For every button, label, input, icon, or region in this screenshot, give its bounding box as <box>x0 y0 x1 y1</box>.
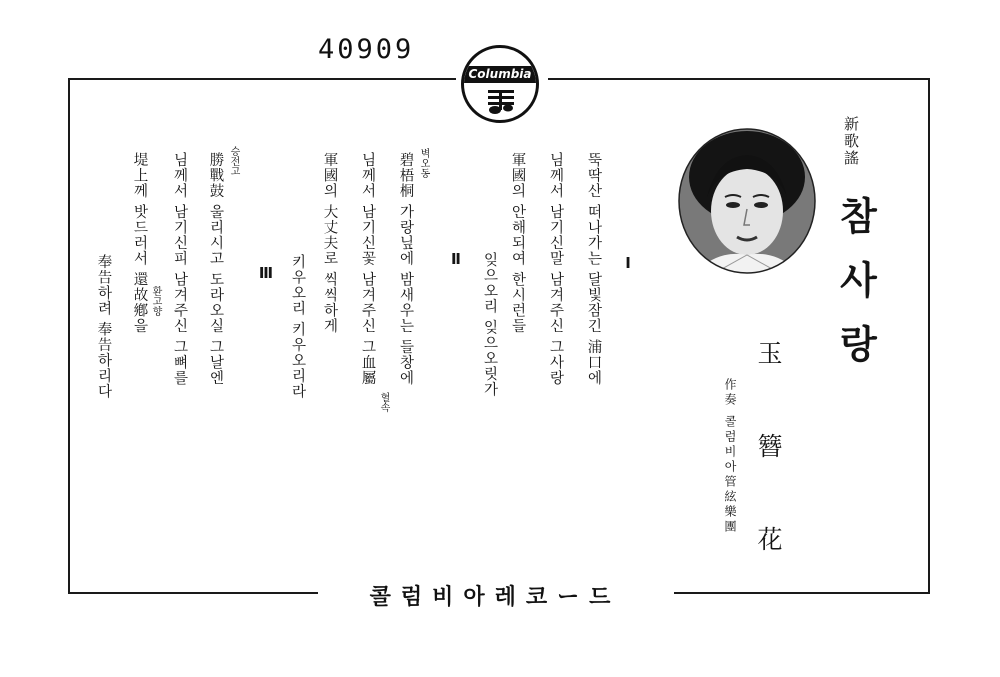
singer-portrait <box>677 127 817 275</box>
verse-3-line-4: 奉告하려 奉告하리다 <box>95 254 112 400</box>
record-company-footer: 콜럼비아레코ー드 <box>369 585 621 610</box>
verse-2-ruby-1: 벽오동 <box>418 148 429 178</box>
columbia-logo <box>461 45 539 123</box>
verse-2-number: Ⅱ <box>447 250 465 268</box>
verse-1-line-1: 뚝딱산 떠나가는 달빛잠긴 浦口에 <box>585 152 602 386</box>
verse-3-number: Ⅲ <box>257 264 275 282</box>
verse-3-line-3: 堤上께 밧드러서 還故鄕을 <box>131 152 148 334</box>
verse-3-line-1: 勝戰鼓 울리시고 도라오실 그날엔 <box>207 152 224 386</box>
performer-credit: 作奏 콜럼비아管絃樂團 <box>723 378 737 535</box>
verse-3-ruby-1: 승전고 <box>228 146 239 176</box>
catalog-number: 40909 <box>318 34 415 65</box>
verse-1-line-4: 잊으오리 잊으오릿가 <box>481 252 498 398</box>
verse-3-line-2: 님께서 남기신피 남겨주신 그뼈를 <box>171 152 188 386</box>
verse-2-line-4: 키우오리 키우오리라 <box>289 254 306 400</box>
verse-2-line-2: 님께서 남기신꽃 남겨주신 그血屬 <box>359 152 376 386</box>
music-note-icon <box>486 86 516 116</box>
verse-2-line-3: 軍國의 大丈夫로 씩씩하게 <box>321 152 338 334</box>
singer-name: 玉 簪 花 <box>754 340 783 581</box>
song-title: 참사랑 <box>833 196 878 388</box>
verse-3-ruby-2: 환고향 <box>150 286 161 316</box>
verse-1-line-2: 님께서 남기신말 남겨주신 그사랑 <box>547 152 564 386</box>
verse-1-line-3: 軍國의 안해되여 한시런들 <box>509 152 526 334</box>
verse-1-number: Ⅰ <box>619 254 637 272</box>
verse-2-line-1: 碧梧桐 가랑닢에 밤새우는 들창에 <box>397 152 414 386</box>
verse-2-ruby-2: 혈속 <box>378 392 389 412</box>
columbia-logo-text: Columbia <box>461 66 539 83</box>
genre-label: 新歌謠 <box>842 116 860 167</box>
